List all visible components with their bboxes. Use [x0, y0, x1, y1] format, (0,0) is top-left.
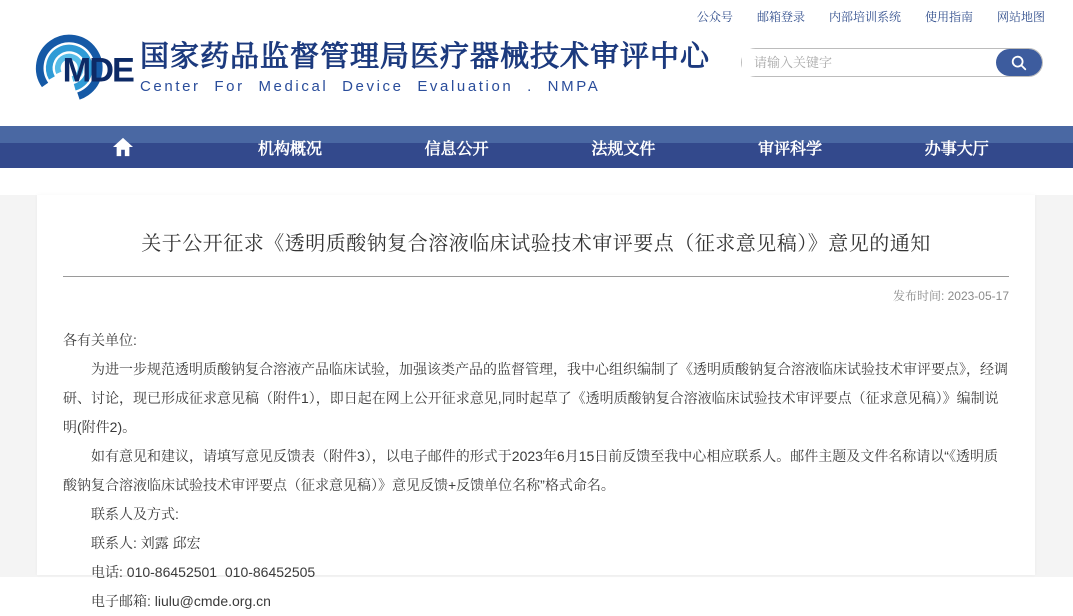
contact-section-label: 联系人及方式:: [91, 506, 179, 522]
site-brand: [34, 28, 710, 108]
title-divider: [63, 276, 1009, 277]
site-title-english: Center For Medical Device Evaluation . NMPA: [140, 78, 601, 96]
nav-item-service-hall[interactable]: 办事大厅: [924, 140, 989, 158]
article-body: [63, 326, 1009, 616]
link-sitemap[interactable]: 网站地图: [996, 10, 1045, 24]
brand-text: [140, 41, 710, 95]
main-nav: [0, 126, 1073, 168]
link-internal-training[interactable]: 内部培训系统: [828, 10, 901, 24]
paragraph-purpose: 为进一步规范透明质酸钠复合溶液产品临床试验，加强该类产品的监督管理，我中心组织编制了《透明质酸钠复合溶液临床试验技术审评要点》，经调研、讨论，现已形成征求意见稿（附件1），即日起在网上公开征求意见,同时起草了《透明质酸钠复合溶液临床试验技术审评要点（征求意见稿）》编制说明(附件2)。: [63, 361, 1008, 435]
home-icon: [112, 137, 134, 157]
nav-item-about[interactable]: 机构概况: [258, 140, 323, 158]
article-card: [37, 195, 1035, 609]
nav-item-regulations[interactable]: 法规文件: [591, 140, 656, 158]
salutation: 各有关单位:: [63, 332, 137, 348]
page-body: [0, 195, 1073, 609]
paragraph-feedback-instructions: 如有意见和建议，请填写意见反馈表（附件3），以电子邮件的形式于2023年6月15日前反馈至我中心相应联系人。邮件主题及文件名称请以“《透明质酸钠复合溶液临床试验技术审评要点（征求意见稿）》意见反馈+反馈单位名称”格式命名。: [63, 448, 998, 493]
nav-item-info-disclosure[interactable]: 信息公开: [424, 140, 489, 158]
nav-home[interactable]: [40, 126, 207, 168]
contact-phone: 电话: 010-86452501 010-86452505: [91, 564, 316, 580]
search-input[interactable]: [742, 49, 996, 76]
contact-persons: 联系人: 刘露 邱宏: [91, 535, 201, 551]
link-mail-login[interactable]: 邮箱登录: [756, 10, 805, 24]
article-title: 关于公开征求《透明质酸钠复合溶液临床试验技术审评要点（征求意见稿）》意见的通知: [141, 233, 931, 255]
svg-text:MDE: MDE: [62, 51, 134, 90]
contact-email: 电子邮箱: liulu@cmde.org.cn: [91, 593, 271, 609]
search-icon: [1010, 54, 1028, 72]
site-header: [0, 0, 1073, 126]
link-user-guide[interactable]: 使用指南: [924, 10, 973, 24]
publish-date: 发布时间: 2023-05-17: [892, 289, 1009, 303]
cmde-logo-icon: [34, 28, 134, 108]
site-title-chinese: 国家药品监督管理局医疗器械技术审评中心: [140, 40, 711, 73]
link-wechat[interactable]: 公众号: [696, 10, 733, 24]
nav-item-review-science[interactable]: 审评科学: [758, 140, 823, 158]
utility-links: [697, 8, 1045, 25]
search-button[interactable]: [996, 49, 1042, 76]
search-box: [741, 48, 1043, 77]
